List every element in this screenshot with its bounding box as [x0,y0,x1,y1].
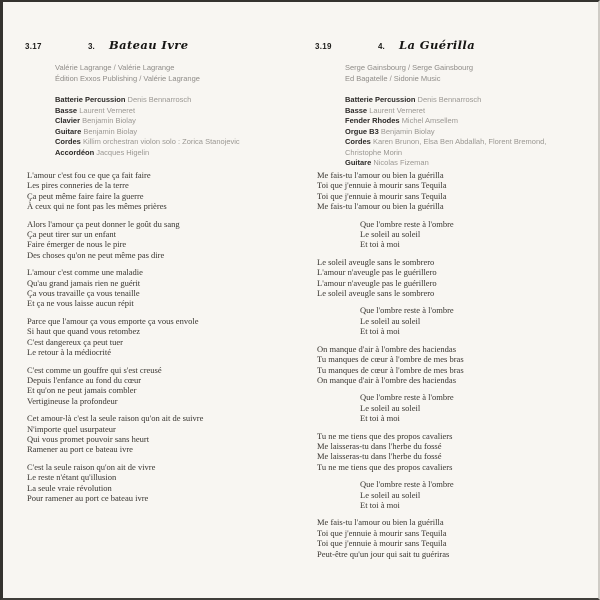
lyric-line: Que l'ombre reste à l'ombre [360,392,454,403]
lyric-line: Les pires conneries de la terre [27,180,129,191]
lyric-line: On manque d'air à l'ombre des haciendas [317,374,457,385]
credit-instrument-label: Guitare [55,126,84,136]
credit-line [55,116,263,127]
track-number: 3. [88,42,95,51]
credit-musician-name: Denis Bennarrosch [127,95,192,104]
credit-line [55,137,263,148]
credit-instrument-label: Cordes [55,137,83,146]
lyric-line: Et toi à moi [360,413,400,424]
author-line: Édition Exxos Publishing / Valérie Lagrange [55,74,200,83]
track-header [315,38,593,52]
verse-stanza [27,365,303,407]
lyric-line: Depuis l'enfance au fond du cœur [27,374,142,385]
verse-stanza [27,462,303,504]
credit-instrument-label: Basse [345,105,370,115]
credit-line [55,106,263,117]
credit-line [345,137,553,158]
musician-credits [55,95,263,158]
lyric-line: L'amour n'aveugle pas le guérillero [317,267,437,278]
lyric-line: Le soleil au soleil [360,489,421,500]
lyric-line: Peut-être qu'un jour qui sait tu guériras [317,548,450,559]
track-top-block [315,38,593,170]
credit-musician-name: Benjamin Biolay [82,116,136,125]
credit-instrument-label: Clavier [55,116,83,125]
credit-line [345,95,553,106]
lyric-line: Ça peut tirer sur un enfant [27,229,116,240]
credit-line [55,127,263,138]
lyric-line: Qu'au grand jamais rien ne guérit [27,277,141,288]
lyric-line: L'amour n'aveugle pas le guérillero [317,277,437,288]
credit-musician-name: Killim orchestran violon solo : Zorica Stanojevic [82,137,240,146]
lyric-line: L'amour c'est comme une maladie [27,267,143,278]
verse-stanza [27,219,303,261]
chorus-stanza [360,392,593,423]
author-line: Valérie Lagrange / Valérie Lagrange [55,63,175,72]
author-line: Ed Bagatelle / Sidonie Music [345,74,441,83]
track-column-right [303,2,593,598]
track-top-block [25,38,303,170]
credit-instrument-label: Cordes [345,137,373,146]
credit-instrument-label: Fender Rhodes [345,116,402,125]
lyric-line: Tu ne me tiens que des propos cavaliers [317,430,453,441]
lyric-line: Le retour à la médiocrité [27,347,112,358]
lyric-line: Le soleil au soleil [360,402,421,413]
lyric-line: Et ça ne vous laisse aucun répit [27,298,134,309]
credit-musician-name: Karen Brunon, Elsa Ben Abdallah, Florent Bremond, Christophe Morin [345,137,547,157]
track-duration: 3.19 [315,42,332,51]
lyric-line: Me fais-tu l'amour ou bien la guérilla [317,201,444,212]
lyrics-block [315,170,593,559]
lyric-line: C'est comme un gouffre qui s'est creusé [27,364,162,375]
lyric-line: Cet amour-là c'est la seule raison qu'on ait de suivre [27,413,204,424]
lyric-line: Si haut que quand vous retombez [27,326,141,337]
lyric-line: Que l'ombre reste à l'ombre [360,218,454,229]
verse-stanza [317,431,593,473]
chorus-stanza [360,305,593,336]
lyric-line: Toi que j'ennuie à mourir sans Tequila [317,527,447,538]
verse-stanza [27,316,303,358]
credit-musician-name: Denis Bennarrosch [417,95,482,104]
track-header [25,38,303,52]
lyric-line: Toi que j'ennuie à mourir sans Tequila [317,180,447,191]
lyric-line: Me fais-tu l'amour ou bien la guérilla [317,170,444,180]
lyric-line: Des choses qu'on ne peut même pas dire [27,249,165,260]
lyric-line: Faire émerger de nous le pire [27,239,127,250]
verse-stanza [317,517,593,559]
lyric-line: Ça vous travaille ça vous tenaille [27,288,140,299]
lyric-line: C'est dangereux ça peut tuer [27,336,123,347]
verse-stanza [27,170,303,212]
verse-stanza [317,344,593,386]
lyric-line: Et qu'on ne peut jamais combler [27,385,137,396]
track-duration: 3.17 [25,42,42,51]
lyric-line: On manque d'air à l'ombre des haciendas [317,343,457,354]
lyric-line: Et toi à moi [360,239,400,250]
lyric-line: Le soleil au soleil [360,315,421,326]
lyric-line: N'importe quel usurpateur [27,423,116,434]
verse-stanza [317,170,593,212]
lyric-line: Me laisseras-tu dans l'herbe du fossé [317,440,442,451]
author-line: Serge Gainsbourg / Serge Gainsbourg [345,63,473,72]
lyric-line: Ramener au port ce bateau ivre [27,444,133,455]
credit-line [55,148,263,159]
credit-instrument-label: Batterie Percussion [55,95,128,104]
credit-musician-name: Michel Amsellem [401,116,458,125]
lyric-line: Alors l'amour ça peut donner le goût du sang [27,218,180,229]
credit-musician-name: Laurent Verneret [79,105,136,115]
credit-line [345,116,553,127]
lyric-line: Le soleil aveugle sans le sombrero [317,288,435,299]
credit-instrument-label: Batterie Percussion [345,95,418,104]
lyric-line: Toi que j'ennuie à mourir sans Tequila [317,190,447,201]
verse-stanza [317,257,593,299]
verse-stanza [27,413,303,455]
lyric-line: Tu manques de cœur à l'ombre de mes bras [317,364,464,375]
credit-line [345,158,553,169]
author-credits [55,62,303,84]
lyric-line: Toi que j'ennuie à mourir sans Tequila [317,538,447,549]
lyric-line: Me laisseras-tu dans l'herbe du fossé [317,451,442,462]
track-number: 4. [378,42,385,51]
lyric-line: L'amour c'est fou ce que ça fait faire [27,170,151,180]
author-credits [345,62,593,84]
lyrics-block [25,170,303,503]
credit-instrument-label: Basse [55,105,80,115]
credit-line [55,95,263,106]
credit-musician-name: Benjamin Biolay [380,126,435,136]
credit-instrument-label: Accordéon [55,147,97,157]
lyric-line: C'est la seule raison qu'on ait de vivre [27,461,156,472]
credit-musician-name: Jacques Higelin [96,147,150,157]
lyric-line: Me fais-tu l'amour ou bien la guérilla [317,517,444,528]
lyric-line: Parce que l'amour ça vous emporte ça vous envole [27,315,199,326]
lyric-line: Que l'ombre reste à l'ombre [360,305,454,316]
credit-musician-name: Benjamin Biolay [83,126,138,136]
track-column-left [13,2,303,598]
track-title: La Guérilla [399,38,476,52]
credit-musician-name: Nicolas Fizeman [373,158,429,167]
chorus-stanza [360,219,593,250]
credit-instrument-label: Guitare [345,158,374,167]
chorus-stanza [360,479,593,510]
lyric-line: Le soleil aveugle sans le sombrero [317,256,435,267]
verse-stanza [27,267,303,309]
credit-line [345,127,553,138]
credit-instrument-label: Orgue B3 [345,126,381,136]
credit-line [345,106,553,117]
track-title: Bateau Ivre [109,38,189,52]
lyric-line: Et toi à moi [360,499,400,510]
lyric-line: Ça peut même faire faire la guerre [27,190,144,201]
lyric-line: Et toi à moi [360,326,400,337]
lyric-line: Le soleil au soleil [360,229,421,240]
lyric-line: À ceux qui ne font pas les mêmes prières [27,201,167,212]
lyric-line: Le reste n'étant qu'illusion [27,472,117,483]
lyric-line: Vertigineuse la profondeur [27,395,118,406]
credit-musician-name: Laurent Verneret [369,105,426,115]
lyric-line: La seule vraie révolution [27,482,112,493]
lyric-line: Tu ne me tiens que des propos cavaliers [317,461,453,472]
lyric-line: Qui vous promet pouvoir sans heurt [27,433,150,444]
musician-credits [345,95,553,169]
lyric-line: Que l'ombre reste à l'ombre [360,479,454,490]
lyric-line: Pour ramener au port ce bateau ivre [27,492,149,503]
lyric-line: Tu manques de cœur à l'ombre de mes bras [317,354,464,365]
